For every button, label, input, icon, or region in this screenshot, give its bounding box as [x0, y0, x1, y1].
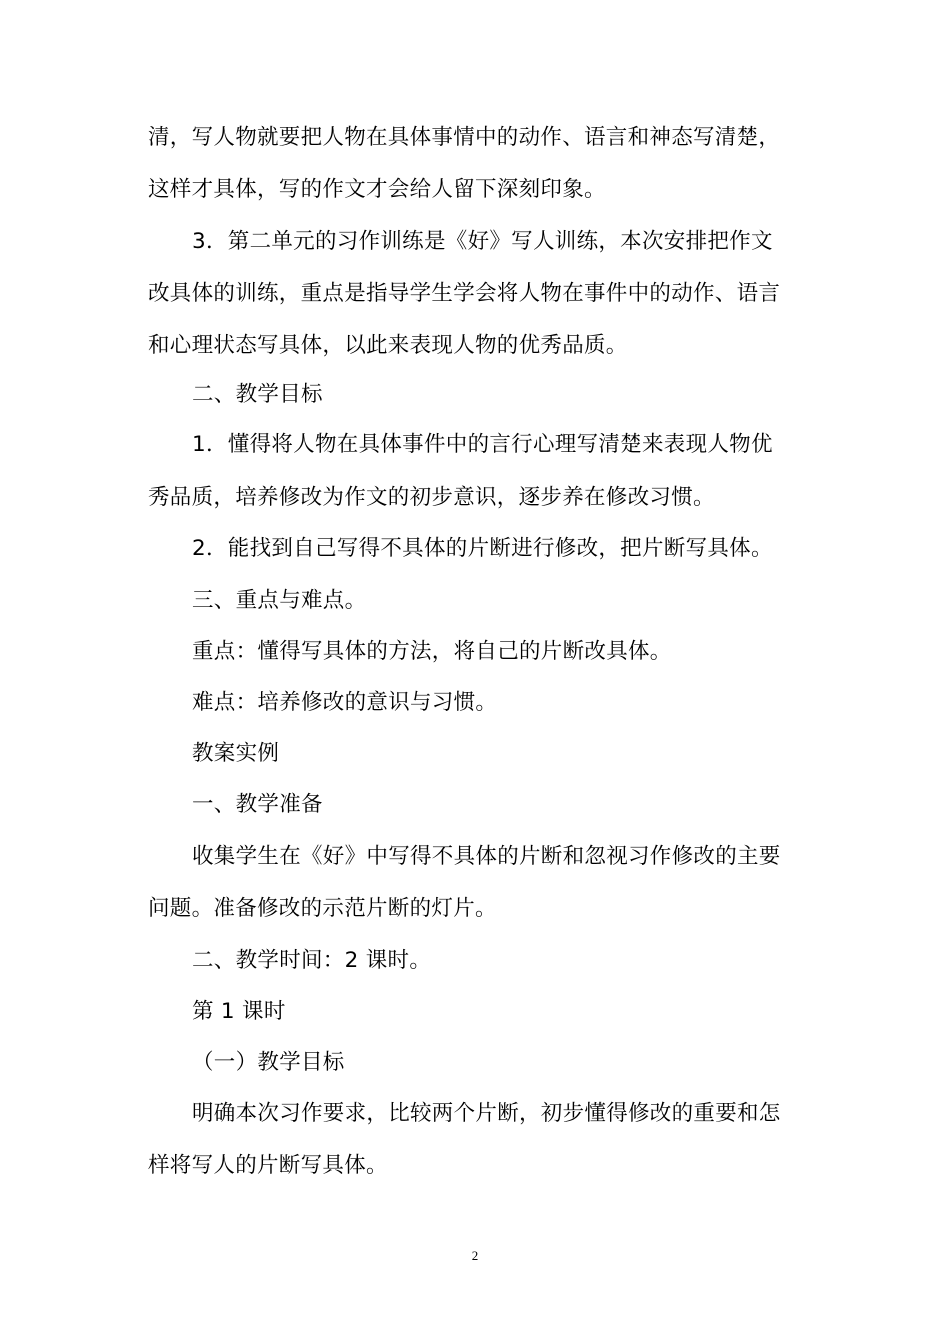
paragraph-item-3: 3．第二单元的习作训练是《好》写人训练，本次安排把作文 — [192, 229, 773, 254]
section-heading-time: 二、教学时间：2 课时。 — [192, 948, 432, 973]
paragraph-preparation: 收集学生在《好》中写得不具体的片断和忽视习作修改的主要 — [192, 844, 781, 869]
text-line: 样将写人的片断写具体。 — [148, 1153, 388, 1178]
paragraph-goal-2: 2．能找到自己写得不具体的片断进行修改，把片断写具体。 — [192, 536, 773, 561]
section-heading-key-points: 三、重点与难点。 — [192, 588, 367, 613]
lesson-heading: 第 1 课时 — [192, 999, 286, 1024]
text-line: 和心理状态写具体，以此来表现人物的优秀品质。 — [148, 333, 628, 358]
paragraph-goal-1: 1．懂得将人物在具体事件中的言行心理写清楚来表现人物优 — [192, 432, 773, 457]
text-line: 改具体的训练，重点是指导学生学会将人物在事件中的动作、语言 — [148, 281, 781, 306]
section-heading-teaching-goals: 二、教学目标 — [192, 382, 323, 407]
page-number: 2 — [471, 1248, 479, 1263]
text-line: 秀品质，培养修改为作文的初步意识，逐步养在修改习惯。 — [148, 485, 715, 510]
text-line: 这样才具体，写的作文才会给人留下深刻印象。 — [148, 177, 606, 202]
section-heading-preparation: 一、教学准备 — [192, 792, 323, 817]
text-line: 问题。准备修改的示范片断的灯片。 — [148, 896, 497, 921]
paragraph-lesson-goal: 明确本次习作要求，比较两个片断，初步懂得修改的重要和怎 — [192, 1101, 781, 1126]
paragraph-key-point: 重点：懂得写具体的方法，将自己的片断改具体。 — [192, 639, 672, 664]
text-line: 清，写人物就要把人物在具体事情中的动作、语言和神态写清楚， — [148, 125, 781, 150]
subsection-heading-goals: （一）教学目标 — [192, 1050, 345, 1075]
paragraph-difficulty: 难点：培养修改的意识与习惯。 — [192, 690, 498, 715]
section-heading-example: 教案实例 — [192, 741, 280, 766]
